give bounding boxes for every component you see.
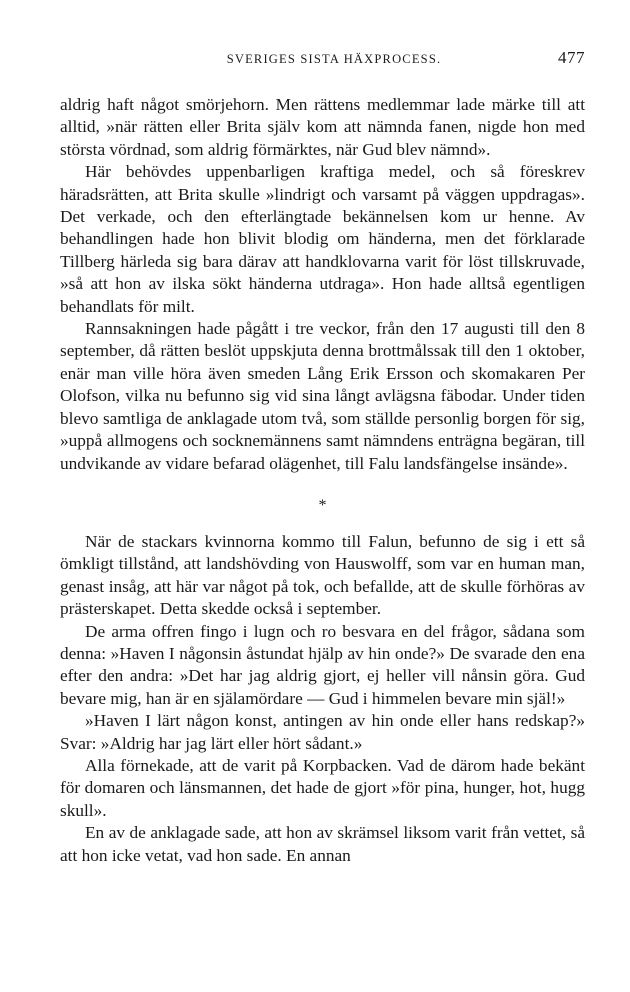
- paragraph: Rannsakningen hade pågått i tre veckor, från den 17 augusti till den 8 september, då rätten beslöt uppskjuta denna brottmålssak till den 1 oktober, enär man ville höra även smeden Lång Erik Ersson och skomakaren Per Olofson, vilka nu befunno sig vid sina långt avlägsna fäbodar. Under tiden blevo samtliga de anklagade utom två, som ställde personlig borgen för sig, »uppå allmogens och socknemännens samt nämndens enträgna begäran, till undvikande av vidare befarad olägenhet, till Falu landsfängelse insände».: [60, 319, 585, 473]
- body-text-before: [60, 94, 585, 475]
- page-number: 477: [558, 48, 585, 67]
- book-page: [60, 48, 585, 867]
- paragraph: aldrig haft något smörjehorn. Men rättens medlemmar lade märke till att alltid, »när rätten eller Brita själv kom att nämnda fanen, nigde hon med största vördnad, som aldrig förmärktes, när Gud blev nämnd».: [60, 95, 585, 159]
- body-text-after: [60, 531, 585, 867]
- paragraph: Här behövdes uppenbarligen kraftiga medel, och så föreskrev häradsrätten, att Brita skulle »lindrigt och varsamt på väggen uppdragas». Det verkade, och den efterlängtade bekännelsen kom ur henne. Av behandlingen hade hon blivit blodig om händerna, men det förklarade Tillberg härleda sig bara därav att handklovarna varit för löst tillskruvade, »så att hon av ilska sökt händerna utdraga». Hon hade alltså egentligen behandlats för milt.: [60, 162, 585, 316]
- paragraph: De arma offren fingo i lugn och ro besvara en del frågor, sådana som denna: »Haven I någonsin åstundat hjälp av hin onde?» De svarade den ena efter den andra: »Det har jag aldrig gjort, ej heller vill nånsin göra. Gud bevare mig, han är en själamördare — Gud i himmelen bevare min själ!»: [60, 621, 585, 708]
- section-separator: *: [318, 496, 327, 514]
- paragraph: Alla förnekade, att de varit på Korpbacken. Vad de därom hade bekänt för domaren och länsmannen, det hade de gjort »för pina, hunger, hot, hugg skull».: [60, 755, 585, 820]
- paragraph: En av de anklagade sade, att hon av skrämsel liksom varit från vettet, så att hon icke vetat, vad hon sade. En annan: [60, 823, 585, 865]
- running-head: SVERIGES SISTA HÄXPROCESS.: [226, 52, 442, 66]
- paragraph: »Haven I lärt någon konst, antingen av hin onde eller hans redskap?» Svar: »Aldrig har jag lärt eller hört sådant.»: [60, 711, 585, 753]
- paragraph: När de stackars kvinnorna kommo till Falun, befunno de sig i ett så ömkligt tillstånd, att landshövding von Hauswolff, som var en human man, genast insåg, att här var något på tok, och befallde, att de skulle förhöras av prästerskapet. Detta skedde också i september.: [60, 531, 585, 619]
- page-header: [60, 48, 585, 78]
